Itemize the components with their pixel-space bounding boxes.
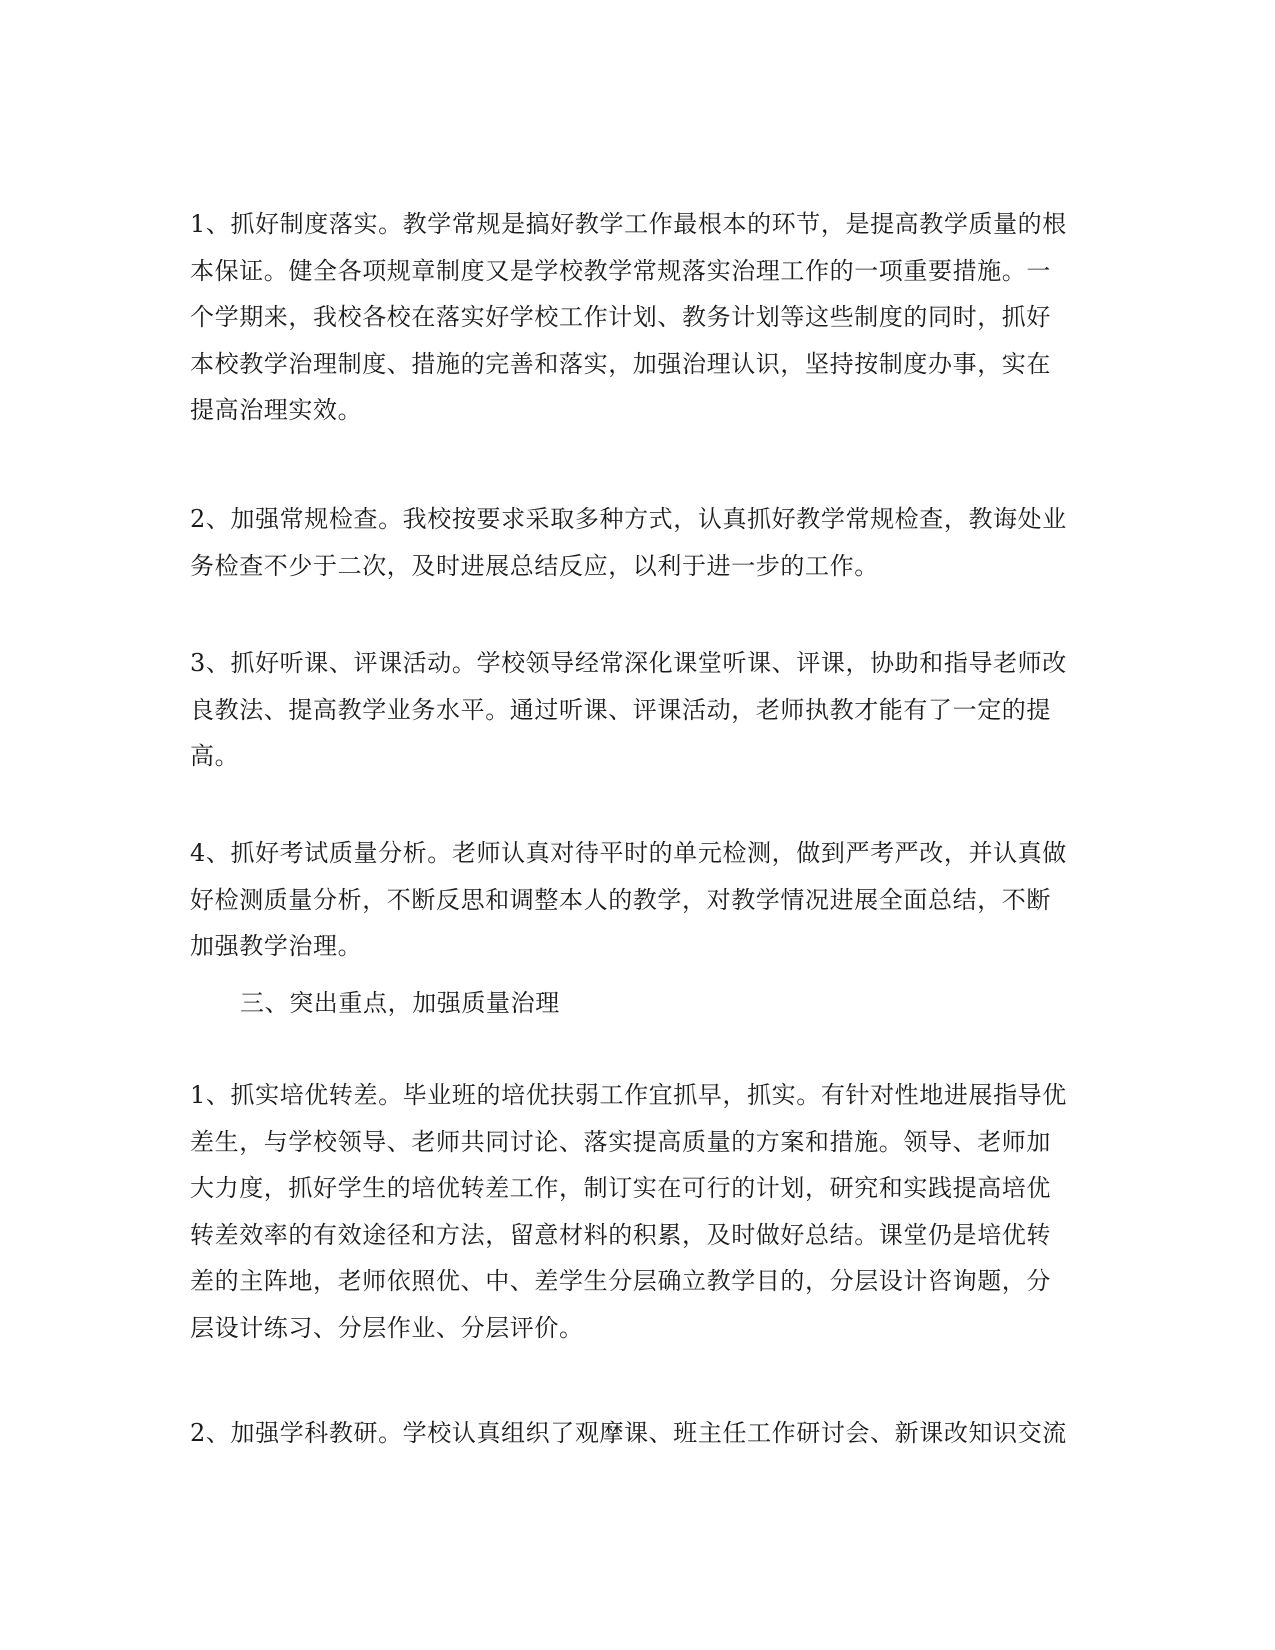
paragraph-tutoring-students: 1、抓实培优转差。毕业班的培优扶弱工作宜抓早，抓实。有针对性地进展指导优差生，与学校领导、老师共同讨论、落实提高质量的方案和措施。领导、老师加大力度，抓好学生的培优转差工作，制订实在可行的计划，研究和实践提高培优转差效率的有效途径和方法，留意材料的积累，及时做好总结。课堂仍是培优转差的主阵地，老师依照优、中、差学生分层确立教学目的，分层设计咨询题，分层设计练习、分层作业、分层评价。 [190, 1081, 1067, 1342]
section-heading: 三、突出重点，加强质量治理 [240, 989, 560, 1017]
paragraph-subject-research: 2、加强学科教研。学校认真组织了观摩课、班主任工作研讨会、新课改知识交流 [190, 1419, 1067, 1447]
paragraph-routine-inspection: 2、加强常规检查。我校按要求采取多种方式，认真抓好教学常规检查，教诲处业务检查不少于二次，及时进展总结反应，以利于进一步的工作。 [190, 505, 1067, 580]
paragraph-lesson-observation: 3、抓好听课、评课活动。学校领导经常深化课堂听课、评课，协助和指导老师改良教法、提高教学业务水平。通过听课、评课活动，老师执教才能有了一定的提高。 [190, 649, 1067, 770]
paragraph-exam-analysis: 4、抓好考试质量分析。老师认真对待平时的单元检测，做到严考严改，并认真做好检测质量分析，不断反思和调整本人的教学，对教学情况进展全面总结，不断加强教学治理。 [190, 839, 1067, 960]
paragraph-system-implementation: 1、抓好制度落实。教学常规是搞好教学工作最根本的环节，是提高教学质量的根本保证。健全各项规章制度又是学校教学常规落实治理工作的一项重要措施。一个学期来，我校各校在落实好学校工作计划、教务计划等这些制度的同时，抓好本校教学治理制度、措施的完善和落实，加强治理认识，坚持按制度办事，实在提高治理实效。 [190, 210, 1067, 424]
